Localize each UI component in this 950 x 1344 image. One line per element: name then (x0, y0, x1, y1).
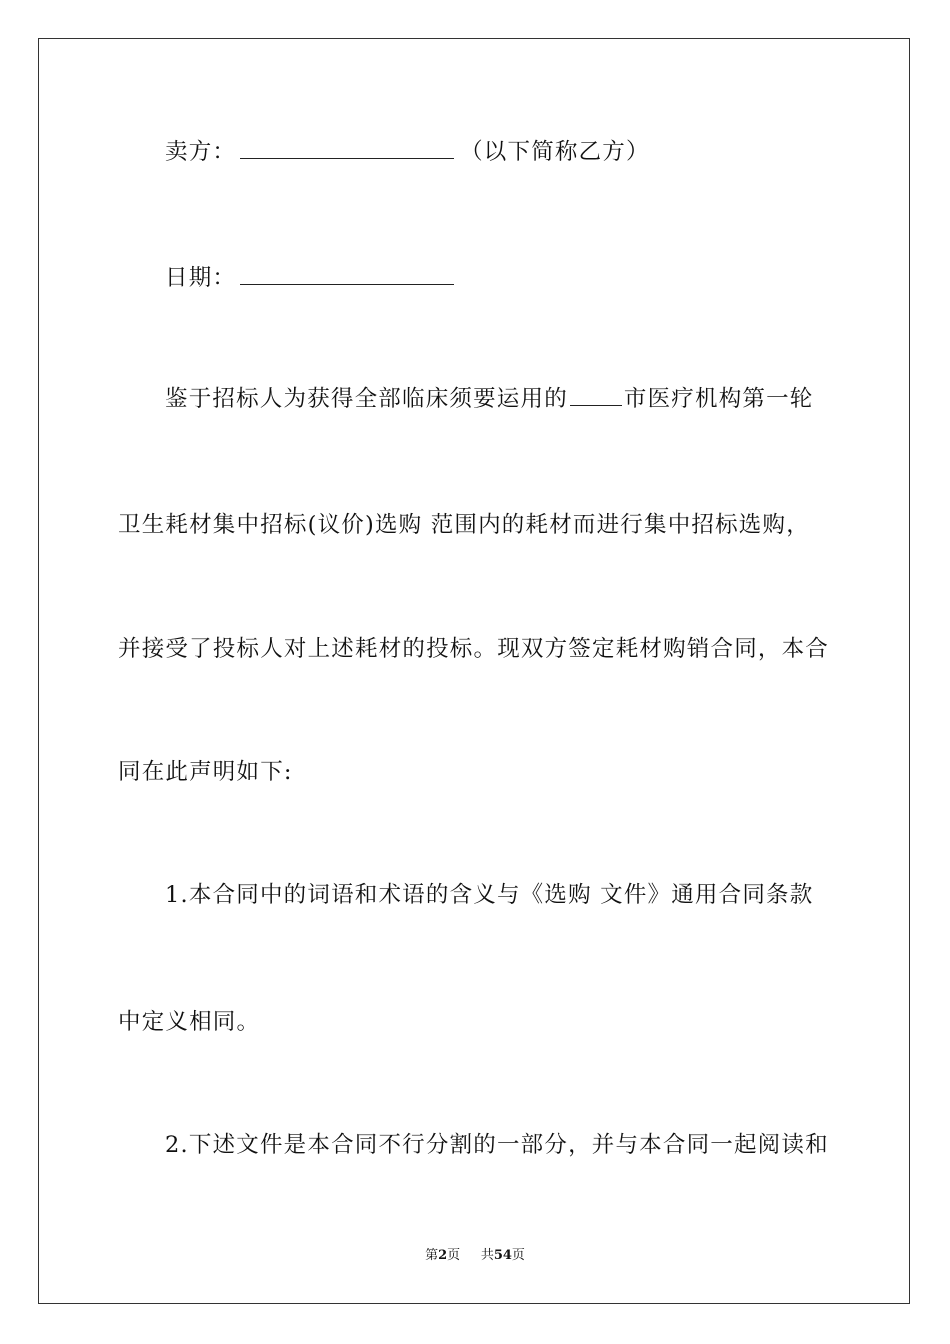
footer-total-suffix: 页 (511, 1248, 525, 1263)
date-line (165, 262, 838, 293)
item1-line1: 1.本合同中的词语和术语的含义与《选购 文件》通用合同条款 (165, 882, 814, 908)
seller-suffix: （以下简称乙方） (460, 139, 650, 165)
page-footer (0, 1247, 950, 1265)
seller-blank (240, 136, 454, 159)
item2-line1: 2.下述文件是本合同不行分割的一部分，并与本合同一起阅读和 (165, 1132, 829, 1158)
paragraph1-line3: 并接受了投标人对上述耗材的投标。现双方签定耗材购销合同，本合 (118, 636, 830, 662)
footer-total-pages: 54 (493, 1248, 512, 1263)
paragraph1-line4: 同在此声明如下: (118, 759, 293, 785)
date-label: 日期： (165, 265, 237, 291)
page-border (38, 38, 910, 1304)
date-blank (240, 262, 454, 285)
footer-total-prefix: 共 (480, 1248, 494, 1263)
paragraph1-line1-after: 市医疗机构第一轮 (623, 386, 814, 412)
seller-label: 卖方： (165, 139, 237, 165)
paragraph1-line1-before: 鉴于招标人为获得全部临床须要运用的 (165, 386, 568, 412)
footer-page-number: 2 (438, 1248, 448, 1263)
footer-page-suffix: 页 (447, 1248, 461, 1263)
paragraph1-line1 (165, 383, 838, 414)
seller-line (165, 136, 838, 167)
footer-page-prefix: 第 (425, 1248, 439, 1263)
item1-line2: 中定义相同。 (118, 1009, 261, 1035)
city-blank (570, 383, 622, 406)
paragraph1-line2: 卫生耗材集中招标(议价)选购 范围内的耗材而进行集中招标选购， (118, 512, 810, 538)
